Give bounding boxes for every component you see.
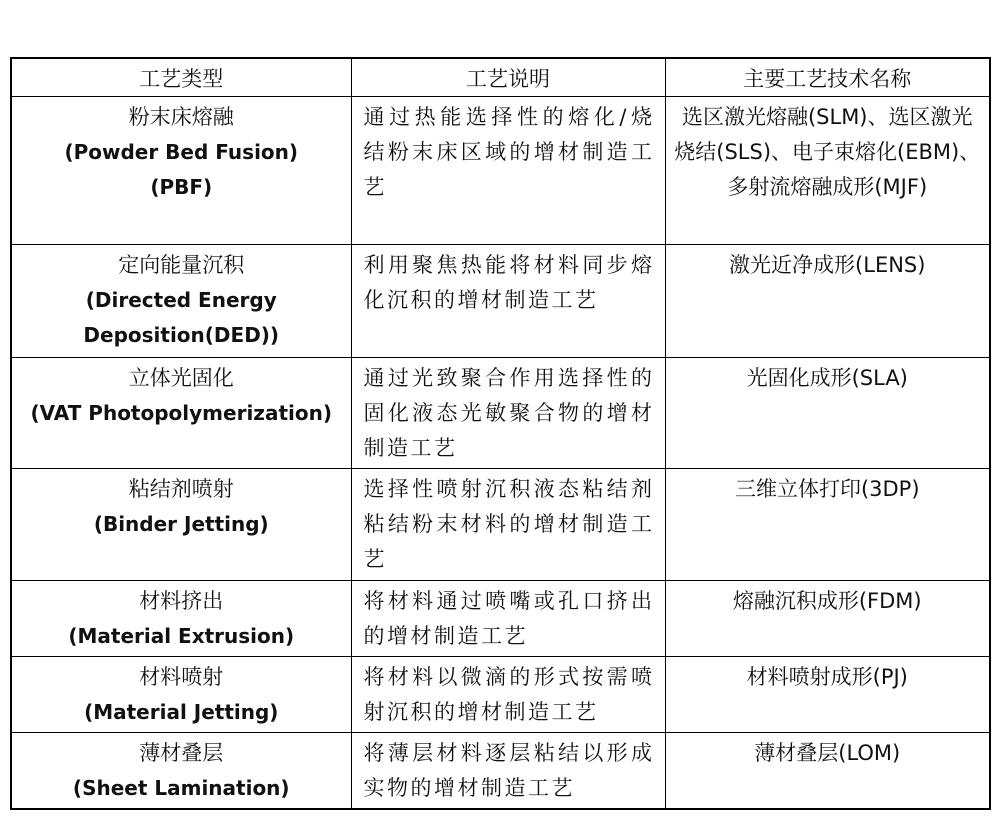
process-type-cell [11,245,351,358]
process-type-table [10,57,991,810]
process-type-abbreviation: Deposition(DED)) [83,323,280,347]
table-row [11,733,990,810]
header-process-description: 工艺说明 [351,58,665,97]
process-description-cell: 通过热能选择性的熔化/烧结粉末床区域的增材制造工艺 [351,97,665,245]
technique-names-cell: 激光近净成形(LENS) [665,245,990,358]
process-type-chinese: 定向能量沉积 [118,253,245,277]
process-type-english: (Binder Jetting) [93,512,269,536]
process-type-cell [11,733,351,810]
table-row [11,657,990,733]
process-type-chinese: 材料喷射 [139,665,224,689]
process-type-chinese: 材料挤出 [139,589,224,613]
process-description-cell: 利用聚焦热能将材料同步熔化沉积的增材制造工艺 [351,245,665,358]
table-row [11,358,990,469]
header-process-type: 工艺类型 [11,58,351,97]
process-type-abbreviation: (PBF) [150,175,213,199]
process-type-cell [11,97,351,245]
table-header-row [11,58,990,97]
process-type-chinese: 立体光固化 [128,366,234,390]
technique-names-cell: 选区激光熔融(SLM)、选区激光烧结(SLS)、电子束熔化(EBM)、多射流熔融成形(MJF) [665,97,990,245]
process-type-cell [11,657,351,733]
process-type-english: (Material Extrusion) [68,624,295,648]
technique-names-cell: 材料喷射成形(PJ) [665,657,990,733]
process-description-cell: 将材料以微滴的形式按需喷射沉积的增材制造工艺 [351,657,665,733]
process-type-chinese: 粘结剂喷射 [128,477,234,501]
technique-names-cell: 光固化成形(SLA) [665,358,990,469]
table-row [11,245,990,358]
process-description-cell: 将材料通过喷嘴或孔口挤出的增材制造工艺 [351,581,665,657]
process-type-english: (VAT Photopolymerization) [30,401,332,425]
technique-names-cell: 薄材叠层(LOM) [665,733,990,810]
table-row [11,469,990,581]
technique-names-cell: 三维立体打印(3DP) [665,469,990,581]
header-technique-names: 主要工艺技术名称 [665,58,990,97]
process-type-cell [11,358,351,469]
table-row [11,97,990,245]
process-description-cell: 通过光致聚合作用选择性的固化液态光敏聚合物的增材制造工艺 [351,358,665,469]
process-type-chinese: 粉末床熔融 [128,105,234,129]
process-type-cell [11,581,351,657]
table-row [11,581,990,657]
process-description-cell: 选择性喷射沉积液态粘结剂粘结粉末材料的增材制造工艺 [351,469,665,581]
process-type-english: (Directed Energy [85,288,277,312]
process-type-english: (Material Jetting) [84,700,279,724]
process-type-english: (Sheet Lamination) [72,776,290,800]
process-description-cell: 将薄层材料逐层粘结以形成实物的增材制造工艺 [351,733,665,810]
process-type-chinese: 薄材叠层 [139,741,224,765]
technique-names-cell: 熔融沉积成形(FDM) [665,581,990,657]
process-type-english: (Powder Bed Fusion) [64,140,299,164]
process-type-cell [11,469,351,581]
